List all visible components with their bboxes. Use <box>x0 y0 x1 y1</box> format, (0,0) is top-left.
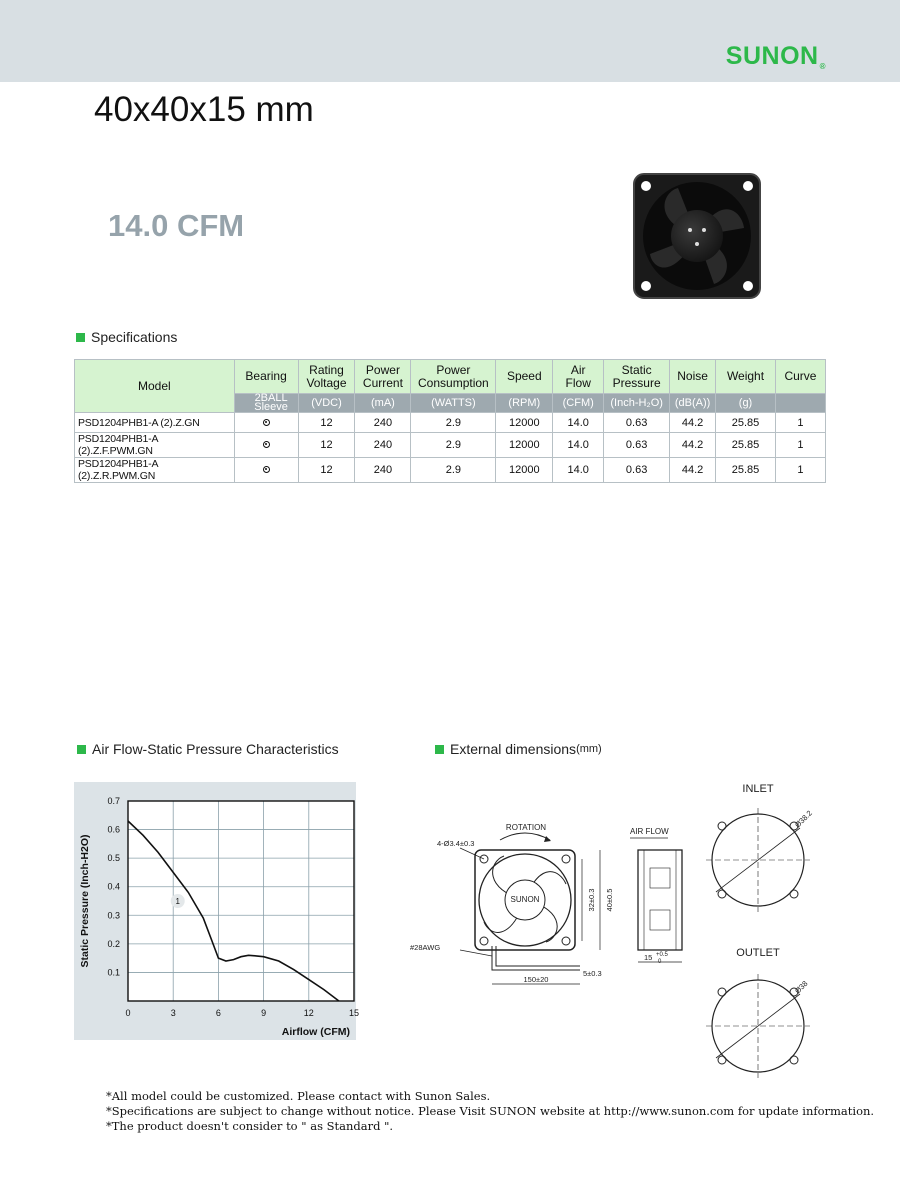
wire-label: #28AWG <box>410 943 441 952</box>
col-power: Power Consumption <box>411 360 496 394</box>
footnotes <box>106 1089 874 1134</box>
x-tick-label: 6 <box>215 1008 221 1018</box>
outlet-label: OUTLET <box>736 947 780 959</box>
table-row <box>75 458 826 483</box>
table-row <box>75 413 826 433</box>
unit-airflow: (CFM) <box>553 394 604 413</box>
x-axis-label: Airflow (CFM) <box>281 1026 350 1038</box>
x-tick-label: 0 <box>125 1008 131 1018</box>
fan-photo <box>632 172 762 300</box>
lead-length-label: 150±20 <box>523 975 549 984</box>
cell-power: 2.9 <box>411 413 496 433</box>
x-tick-label: 12 <box>303 1008 314 1018</box>
specifications-heading: Specifications <box>76 329 177 345</box>
outlet-diameter-label: Ø38 <box>793 979 810 996</box>
col-weight: Weight <box>716 360 776 394</box>
cell-bearing <box>234 413 298 433</box>
footnote-3: *The product doesn't consider to " as Standard ". <box>106 1119 394 1133</box>
plot-area <box>128 801 354 1001</box>
footnote-2: *Specifications are subject to change without notice. Please Visit SUNON website at http://www.sunon.com for update information. <box>106 1104 875 1118</box>
bullet-square-icon <box>77 745 86 754</box>
unit-speed: (RPM) <box>496 394 553 413</box>
cell-noise: 44.2 <box>670 433 716 458</box>
unit-weight: (g) <box>716 394 776 413</box>
inlet-view <box>706 783 814 912</box>
airflow-pressure-chart <box>74 782 364 1047</box>
bearing-legend: 2BALL Sleeve <box>234 394 298 413</box>
cell-airflow: 14.0 <box>553 458 604 483</box>
col-airflow: Air Flow <box>553 360 604 394</box>
unit-noise: (dB(A)) <box>670 394 716 413</box>
y-tick-label: 0.2 <box>107 938 120 949</box>
y-tick-label: 0.3 <box>107 910 120 921</box>
col-noise: Noise <box>670 360 716 394</box>
cell-pressure: 0.63 <box>604 433 670 458</box>
cell-bearing <box>234 458 298 483</box>
cell-power: 2.9 <box>411 458 496 483</box>
cell-airflow: 14.0 <box>553 413 604 433</box>
unit-current: (mA) <box>355 394 411 413</box>
col-speed: Speed <box>496 360 553 394</box>
cell-curve: 1 <box>775 458 825 483</box>
fan-front-view <box>410 823 614 984</box>
cell-current: 240 <box>355 458 411 483</box>
cell-voltage: 12 <box>298 458 355 483</box>
cell-current: 240 <box>355 433 411 458</box>
y-axis-label: Static Pressure (Inch-H2O) <box>79 834 91 968</box>
unit-pressure: (Inch-H₂O) <box>604 394 670 413</box>
col-voltage: Rating Voltage <box>298 360 355 394</box>
hole-spacing-label: 32±0.3 <box>587 888 596 912</box>
sunon-logo: SUNON® <box>725 42 826 71</box>
cell-current: 240 <box>355 413 411 433</box>
specifications-table <box>74 359 826 483</box>
unit-curve <box>775 394 825 413</box>
col-bearing: Bearing <box>234 360 298 394</box>
cell-weight: 25.85 <box>716 458 776 483</box>
col-current: Power Current <box>355 360 411 394</box>
airflow-label: AIR FLOW <box>630 827 669 836</box>
product-cfm-title: 14.0 CFM <box>108 208 245 243</box>
airflow-heading: Air Flow-Static Pressure Characteristics <box>77 741 339 757</box>
cell-voltage: 12 <box>298 413 355 433</box>
external-dimensions-drawing <box>400 770 840 1080</box>
unit-voltage: (VDC) <box>298 394 355 413</box>
cell-bearing <box>234 433 298 458</box>
inlet-diameter-label: Ø38.2 <box>793 808 814 830</box>
cell-power: 2.9 <box>411 433 496 458</box>
ball-bearing-icon <box>263 419 270 426</box>
y-tick-label: 0.4 <box>107 881 120 892</box>
table-row <box>75 433 826 458</box>
thickness-tol-plus: +0.5 <box>656 952 668 958</box>
cell-model: PSD1204PHB1-A (2).Z.F.PWM.GN <box>75 433 235 458</box>
cell-pressure: 0.63 <box>604 458 670 483</box>
unit-power: (WATTS) <box>411 394 496 413</box>
y-tick-label: 0.5 <box>107 853 120 864</box>
rotation-label: ROTATION <box>505 823 547 832</box>
cell-speed: 12000 <box>496 433 553 458</box>
strip-length-label: 5±0.3 <box>583 969 602 978</box>
col-pressure: Static Pressure <box>604 360 670 394</box>
cell-curve: 1 <box>775 413 825 433</box>
col-model: Model <box>75 360 235 413</box>
frame-size-label: 40±0.5 <box>605 888 614 912</box>
x-tick-label: 15 <box>348 1008 360 1018</box>
cell-speed: 12000 <box>496 458 553 483</box>
product-size-title: 40x40x15 mm <box>94 90 314 129</box>
inlet-label: INLET <box>742 783 774 795</box>
ball-bearing-icon <box>263 466 270 473</box>
y-tick-label: 0.6 <box>107 824 120 835</box>
cell-model: PSD1204PHB1-A (2).Z.GN <box>75 413 235 433</box>
bullet-square-icon <box>435 745 444 754</box>
fan-side-view <box>630 827 682 965</box>
outlet-view <box>706 947 810 1078</box>
cell-curve: 1 <box>775 433 825 458</box>
cell-weight: 25.85 <box>716 433 776 458</box>
table-header-row <box>75 360 826 394</box>
cell-weight: 25.85 <box>716 413 776 433</box>
cell-voltage: 12 <box>298 433 355 458</box>
cell-noise: 44.2 <box>670 413 716 433</box>
y-tick-label: 0.7 <box>107 796 120 806</box>
x-tick-label: 9 <box>261 1008 267 1018</box>
cell-pressure: 0.63 <box>604 413 670 433</box>
cell-airflow: 14.0 <box>553 433 604 458</box>
cell-model: PSD1204PHB1-A (2).Z.R.PWM.GN <box>75 458 235 483</box>
series-label: 1 <box>175 897 180 906</box>
x-tick-label: 3 <box>170 1008 176 1018</box>
hole-label: 4-Ø3.4±0.3 <box>437 839 475 848</box>
y-tick-label: 0.1 <box>107 967 120 978</box>
hub-label: SUNON <box>510 895 540 904</box>
thickness-tol-minus: 0 <box>658 959 662 965</box>
cell-noise: 44.2 <box>670 458 716 483</box>
ball-bearing-icon <box>263 441 270 448</box>
col-curve: Curve <box>775 360 825 394</box>
dimensions-heading: External dimensions (mm) <box>435 741 602 757</box>
thickness-label: 15 <box>644 953 653 962</box>
footnote-1: *All model could be customized. Please contact with Sunon Sales. <box>106 1089 491 1103</box>
bullet-square-icon <box>76 333 85 342</box>
cell-speed: 12000 <box>496 413 553 433</box>
